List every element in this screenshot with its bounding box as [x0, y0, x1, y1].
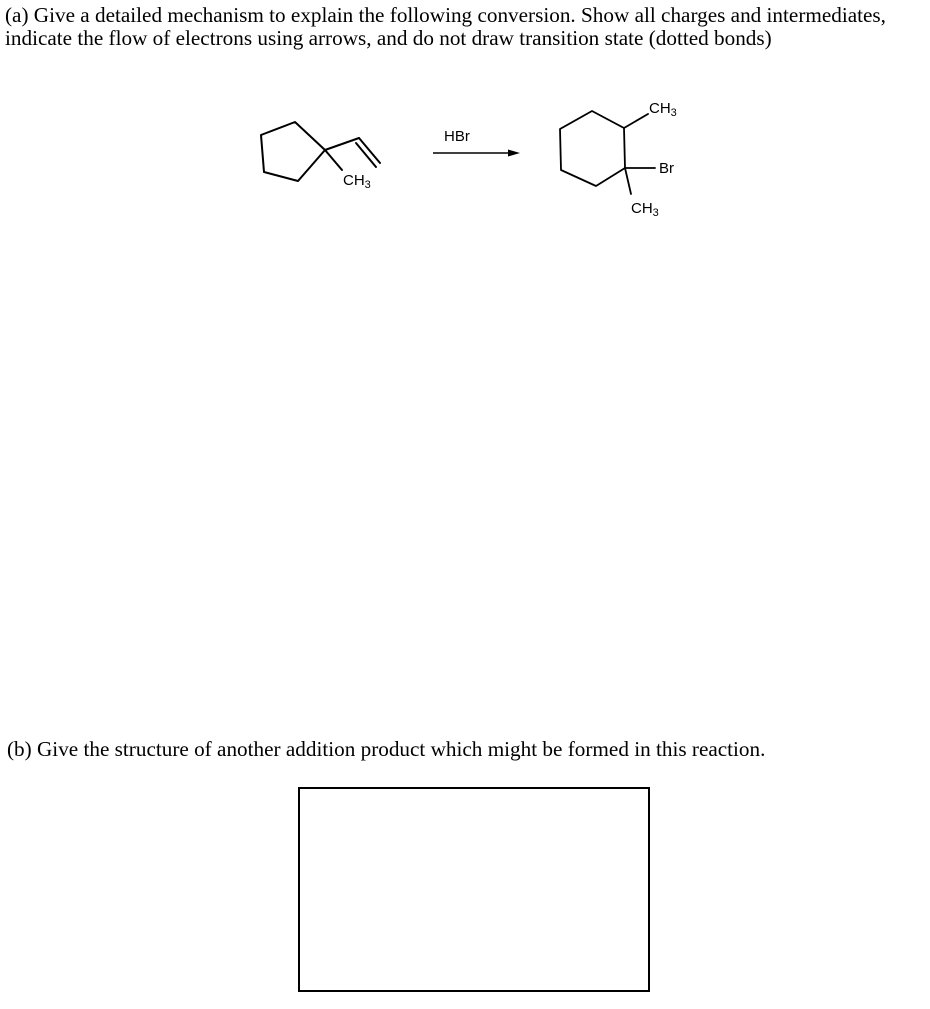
product-methyl-top-bond — [624, 114, 648, 128]
product-methyl-bottom-bond — [625, 168, 631, 194]
product-structure — [560, 111, 655, 194]
reaction-scheme — [0, 0, 930, 240]
reagent-label: HBr — [444, 128, 470, 145]
question-b-text: (b) Give the structure of another addition product which might be formed in this reaction. — [7, 737, 766, 761]
product-bromine-label: Br — [659, 160, 674, 177]
cyclopentane-ring — [261, 122, 325, 181]
question-a-text: (a) Give a detailed mechanism to explain the following conversion. Show all charges and intermediates, indicate the flow of electrons using arrows, and do not draw transition state (dotted bonds) — [5, 3, 886, 50]
methyl-bond — [325, 150, 342, 170]
vinyl-bond — [325, 138, 359, 150]
reaction-arrow — [433, 150, 520, 157]
product-methyl-bottom-label: $CH_3$ — [631, 200, 659, 219]
answer-box[interactable] — [298, 787, 650, 992]
product-methyl-top-label: $CH_3$ — [649, 100, 677, 119]
reactant-methyl-label: $CH_3$ — [343, 172, 371, 191]
cyclohexane-ring — [560, 111, 625, 186]
